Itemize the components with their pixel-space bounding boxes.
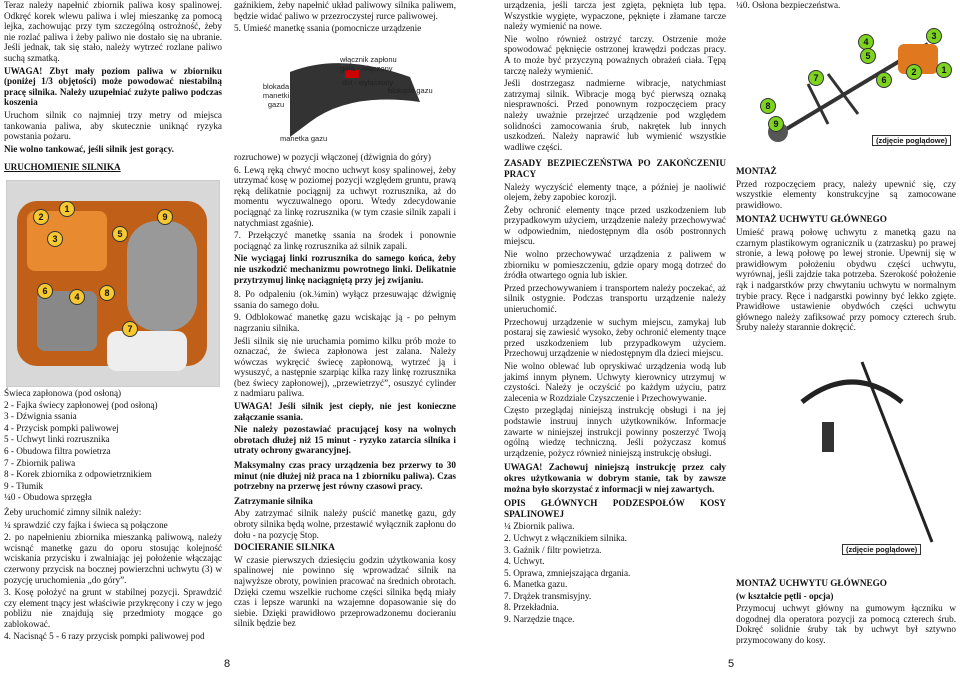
page-number-right: 5 [728, 658, 735, 670]
part-item: 3. Gaźnik / filtr powietrza. [504, 544, 602, 555]
part-marker-8: 8 [760, 98, 776, 114]
part-item: 7. Drążek transmisyjny. [504, 590, 592, 601]
col3-c2: Żeby ochronić elementy tnące przed uszkodzeniem lub przypadkowym użyciem, urządzenie należy przechowywać w odpowiednim, niedostępnym dla osób postronnych miejscu. [504, 204, 726, 247]
legend-item: 3 - Dźwignia ssania [4, 411, 77, 422]
col2-p12: Maksymalny czas pracy urządzenia bez przerwy to 30 minut (nie dłużej niż praca na 1 zbiorniku paliwa). Czas potrzebny na przerwę jest równy czasowi pracy. [234, 460, 456, 492]
label-gas-lock: blokada gazu [388, 86, 433, 95]
legend-item: 9 - Tłumik [4, 480, 44, 491]
col3-h2: OPIS GŁÓWNYCH PODZESPOŁÓW KOSY SPALINOWEJ [504, 498, 726, 519]
marker-1: 1 [59, 201, 75, 217]
parts-list [504, 521, 726, 624]
col4-p2: Umieść prawą połowę uchwytu z manetką gazu na czarnym plastikowym ogranicznik u (zatrzasku) po prawej stronie, a lewą połowę po lewej stronie. Upewnij się w prawidłowym położeniu obydwu części uchwytu, wyrównaj, jeśli zajdzie taka potrzeba. Szerokość położenie rąk i nadgarstków przy chwytaniu uchwytu w normalnym trybie pracy. Ręce i nadgarstki powinny być lekko zgięte. Prawidłowe ustawienie obydwóch części uchwytu głównego należy zafiksować przy pomocy czterech śrub. Śruby należy starannie dokręcić. [736, 226, 956, 333]
col2-p7: 8. Po odpaleniu (ok.¼min) wyłącz przesuwając dźwignię ssania do samego dołu. [234, 289, 456, 310]
column-2-lower [234, 152, 456, 631]
part-marker-9: 9 [768, 116, 784, 132]
step-3: 3. Kosę położyć na grunt w stabilnej pozycji. Sprawdzić czy element tnący jest właściwie przykręcony i czy w jego pobliżu nie znajdują się przedmioty mogące go zablokować. [4, 587, 222, 629]
legend-item: Świeca zapłonowa (pod osłoną) [4, 388, 122, 398]
col3-c1: Należy wyczyścić elementy tnące, a później je naoliwić olejem, żeby zapobiec korozji. [504, 181, 726, 203]
part-item: 5. Oprawa, zmniejszająca drgania. [504, 567, 631, 578]
part-marker-7: 7 [808, 70, 824, 86]
col4-p3: Przymocuj uchwyt główny na gumowym łączniku w dogodnej dla operatora pozycji za pomocą czterech śrub. Dokręć solidnie śruby tak by uchwyt był sztywno przymocowany do kosy. [736, 603, 956, 645]
part-item: ¼ Zbiornik paliwa. [504, 521, 575, 532]
column-4-lower [736, 574, 956, 648]
col3-warn: UWAGA! Zachowuj niniejszą instrukcję przez cały okres użytkowania w dobrym stanie, tak by zawsze można było skorzystać z informacji w niej zawartych. [504, 462, 726, 494]
part-marker-6: 6 [876, 72, 892, 88]
col2-p4: 6. Lewą ręką chwyć mocno uchwyt kosy spalinowej, żeby utrzymać kosę w poziomej pozycji względem gruntu, prawą ręką delikatnie pociągnij za uchwyt rozrusznika, aż do momentu wyczuwalnego oporu. Wtedy zdecydowanie pociągnąć za linkę rozrusznika (w tym czasie silnik zapali i natychmiast zgaśnie). [234, 164, 456, 228]
step-4: 4. Nacisnąć 5 - 6 razy przycisk pompki paliwowej pod [4, 631, 205, 642]
col2-p8: 9. Odblokować manetkę gazu wciskając ją - po pełnym nagrzaniu silnika. [234, 312, 456, 333]
col3-c4: Przed przechowywaniem i transportem należy poczekać, aż silnik ostygnie. Podczas transportu urządzenie należy unieruchomić. [504, 282, 726, 315]
step-1: ¼ sprawdzić czy fajka i świeca są połączone [4, 519, 168, 530]
heading-start: URUCHOMIENIE SILNIKA [4, 162, 121, 173]
engine-photo [6, 180, 220, 387]
col2-p3: rozruchowe) w pozycji włączonej (dźwignia do góry) [234, 152, 431, 162]
fire-text: Uruchom silnik co najmniej trzy metry od miejsca tankowania paliwa, aby skutecznie uniknąć ryzyka powstania pożaru. [4, 109, 222, 142]
part-item: 4. Uchwyt. [504, 556, 545, 567]
legend-item: 7 - Zbiornik paliwa [4, 457, 76, 468]
marker-8: 8 [99, 285, 115, 301]
col3-c6: Nie wolno oblewać lub opryskiwać urządzenia wodą lub jakimś innym płynem. Uchwyty kierownicy utrzymuj w czystości. Należy je oczyścić po każdym użyciu, patrz zalecenia w Rozdziale Czyszczenie i Przechowywanie. [504, 361, 726, 403]
step-2: 2. po napełnieniu zbiornika mieszanką paliwową, należy wcisnąć manetkę gazu do oporu stosując kolejność wciskania przycisku i zwalniając jej położenie włączając czerwony przycisk na bocznej powierzchni uchwytu (3) w pozycję uruchomienia „do góry”. [4, 532, 222, 585]
throttle-diagram [250, 52, 450, 144]
col2-p9: Jeśli silnik się nie uruchamia pomimo kilku prób może to oznaczać, że świeca zapłonowa jest zalana. Należy wówczas wykręcić świecę zapłonową, wytrzeć ją i wysuszyć, a następnie szarpiąc kilka razy linkę rozrusznika (bez świecy zapłonowej), „przewietrzyć”, osuszyć cylinder z nadmiaru paliwa. [234, 335, 456, 399]
label-up: góra - włączony [340, 64, 393, 73]
column-1 [4, 0, 222, 175]
col3-b1: Nie wolno również ostrzyć tarczy. Ostrzenie może spowodować pęknięcie ostrzonej krawędzi podczas pracy. A to może być przyczyną poważnych obrażeń ciała. Tępą tarczę należy wymienić. [504, 33, 726, 76]
label-down: dół - wyłączony [342, 78, 394, 87]
part-item: 2. Uchwyt z włącznikiem silnika. [504, 532, 627, 543]
col2-p2: 5. Umieść manetkę ssania (pomocnicze urządzenie [234, 23, 422, 34]
marker-6: 6 [37, 283, 53, 299]
marker-4: 4 [69, 289, 85, 305]
legend-item: 2 - Fajka świecy zapłonowej (pod osłoną) [4, 399, 158, 410]
label-throttle: manetka gazu [280, 134, 328, 143]
col2-h3: DOCIERANIE SILNIKA [234, 542, 335, 553]
marker-2: 2 [33, 209, 49, 225]
legend-item: ¼0 - Obudowa sprzęgła [4, 492, 92, 503]
legend-item: 6 - Obudowa filtra powietrza [4, 445, 111, 456]
col3-b2: Jeśli dostrzegasz nadmierne wibracje, natychmiast zatrzymaj silnik. Wibracje mogą być pierwszą oznaką niesprawności. Przed ponownym rozpoczęciem pracy należy uważnie przejrzeć urządzenie pod względem solidności zamocowania śrub, nakrętek lub innych uszkodzeń. Należy naprawić lub wymienić wszystkie wadliwe części. [504, 78, 726, 152]
col4-h1: MONTAŻ [736, 166, 777, 176]
part-item: 6. Manetka gazu. [504, 579, 568, 590]
part-marker-2: 2 [906, 64, 922, 80]
marker-5: 5 [112, 226, 128, 242]
col4-h2: MONTAŻ UCHWYTU GŁÓWNEGO [736, 214, 887, 225]
intro-text: Teraz należy napełnić zbiornik paliwa kosy spalinowej. Odkręć korek wlewu paliwa i wlej mieszankę za pomocą lejka, zachowując przy tym szczególną ostrożność, żeby nie rozlać paliwa i żeby paliwo nie dostało się na ubranie. Jeśli jednak, tak się stało, należy wytrzeć rozlane paliwo suchą szmatką. [4, 0, 222, 63]
photo-caption-2: (zdjęcie poglądowe) [842, 544, 921, 555]
marker-3: 3 [47, 231, 63, 247]
col3-c7: Często przeglądaj niniejszą instrukcję obsługi i na jej podstawie instruuj innych użytkowników. Informacje zawarte w niniejszej instrukcji powinny poszerzyć Twoją ogólną wiedzę techniczną. Jeśli pożyczasz komuś urządzenie, pożycz również niniejszą instrukcję obsługi. [504, 405, 726, 458]
trimmer-photo [738, 14, 954, 148]
part-marker-5: 5 [860, 48, 876, 64]
col3-h1: ZASADY BEZPIECZEŃSTWA PO ZAKOŃCZENIU PRACY [504, 158, 726, 179]
col2-p1: gaźnikiem, żeby napełnić układ paliwowy silnika paliwem, będzie widać paliwo w przezroczystej rurce paliwowej. [234, 0, 456, 21]
col2-p10: UWAGA! Jeśli silnik jest ciepły, nie jest konieczne załączanie ssania. [234, 401, 456, 422]
column-2 [234, 0, 456, 36]
part-marker-3: 3 [926, 28, 942, 44]
col4-p1: Przed rozpoczęciem pracy, należy upewnić się, czy wszystkie elementy konstrukcyjne są zamocowane prawidłowo. [736, 178, 956, 210]
fuel-warning: UWAGA! Zbyt mały poziom paliwa w zbiorniku (poniżej 1/3 objętości) może powodować niestabilną pracę silnika. Należy uzupełniać zużyte paliwo podczas koszenia [4, 65, 222, 108]
col4-top: ¼0. Osłona bezpieczeństwa. [736, 0, 841, 10]
column-4-mid [736, 162, 956, 335]
part-marker-4: 4 [858, 34, 874, 50]
col2-p13: Aby zatrzymać silnik należy puścić manetkę gazu, gdy obroty silnika będą wolne, przestawić wyłącznik zapłonu do dołu - na pozycję Stop. [234, 508, 456, 540]
legend-item: 5 - Uchwyt linki rozrusznika [4, 434, 110, 445]
col3-c5: Przechowuj urządzenie w suchym miejscu, zamykaj lub postaraj się zawiesić wysoko, żeby ochronić elementy tnące przed uszkodzeniem lub przypadkowym użyciem. Przechowuj urządzenie w niedostępnym dla dzieci miejscu. [504, 316, 726, 359]
col3-p1: urządzenia, jeśli tarcza jest zgięta, pęknięta lub tępa. Wszystkie wygięte, wypaczone, pęknięte i złamane tarcze należy wymienić na nowe. [504, 0, 726, 32]
steps-intro: Żeby uruchomić zimny silnik należy: [4, 506, 142, 517]
page-number-left: 8 [224, 658, 231, 670]
col2-p5: 7. Przełączyć manetkę ssania na środek i ponownie pociągnąć za linkę rozrusznika aż silnik zapali. [234, 230, 456, 251]
label-switch: włącznik zapłonu [340, 55, 397, 64]
col2-p6: Nie wyciągaj linki rozrusznika do samego końca, żeby nie uszkodzić mechanizmu powrotnego linki. Delikatnie przytrzymuj linkę naciągniętą przy jej zwijaniu. [234, 253, 456, 285]
col2-p14: W czasie pierwszych dziesięciu godzin użytkowania kosy spalinowej nie powinno się wprowadzać silnik na najwyższe obroty, powinien pracować na średnich obrotach. Dzięki czemu wszelkie ruchome części silnika będą miały czas i lepsze warunki na wzajemne dopasowanie się do siebie. Dzięki prawidłowo przeprowadzonemu docieraniu silnik będzie bez [234, 554, 456, 629]
part-item: 9. Narzędzie tnące. [504, 614, 575, 625]
column-1-lower [4, 388, 222, 644]
legend-item: 8 - Korek zbiornika z odpowietrznikiem [4, 469, 152, 480]
photo-caption-1: (zdjęcie poglądowe) [872, 135, 951, 146]
part-marker-1: 1 [936, 62, 952, 78]
col2-p11: Nie należy pozostawiać pracującej kosy na wolnych obrotach dłużej niż 15 minut - ryzyko zatarcia silnika i utraty ochrony gwarancyjnej. [234, 424, 456, 456]
marker-7: 7 [122, 321, 138, 337]
column-4 [736, 0, 956, 13]
handle-illustration [742, 342, 954, 556]
col4-h3b: (w kształcie pętli - opcja) [736, 590, 834, 601]
col2-h2: Zatrzymanie silnika [234, 495, 313, 506]
hot-warning: Nie wolno tankować, jeśli silnik jest gorący. [4, 143, 174, 154]
label-lever-lock: blokada manetki gazu [262, 82, 290, 109]
marker-9: 9 [157, 209, 173, 225]
part-item: 8. Przekładnia. [504, 602, 559, 613]
column-3 [504, 0, 726, 626]
legend-list [4, 388, 222, 503]
col4-h3: MONTAŻ UCHWYTU GŁÓWNEGO [736, 578, 887, 588]
col3-c3: Nie wolno przechowywać urządzenia z paliwem w zbiorniku w pomieszczeniu, gdzie opary mogą dotrzeć do źródła otwartego ognia lub iskier. [504, 249, 726, 281]
handle-photo [742, 342, 954, 556]
legend-item: 4 - Przycisk pompki paliwowej [4, 422, 119, 433]
